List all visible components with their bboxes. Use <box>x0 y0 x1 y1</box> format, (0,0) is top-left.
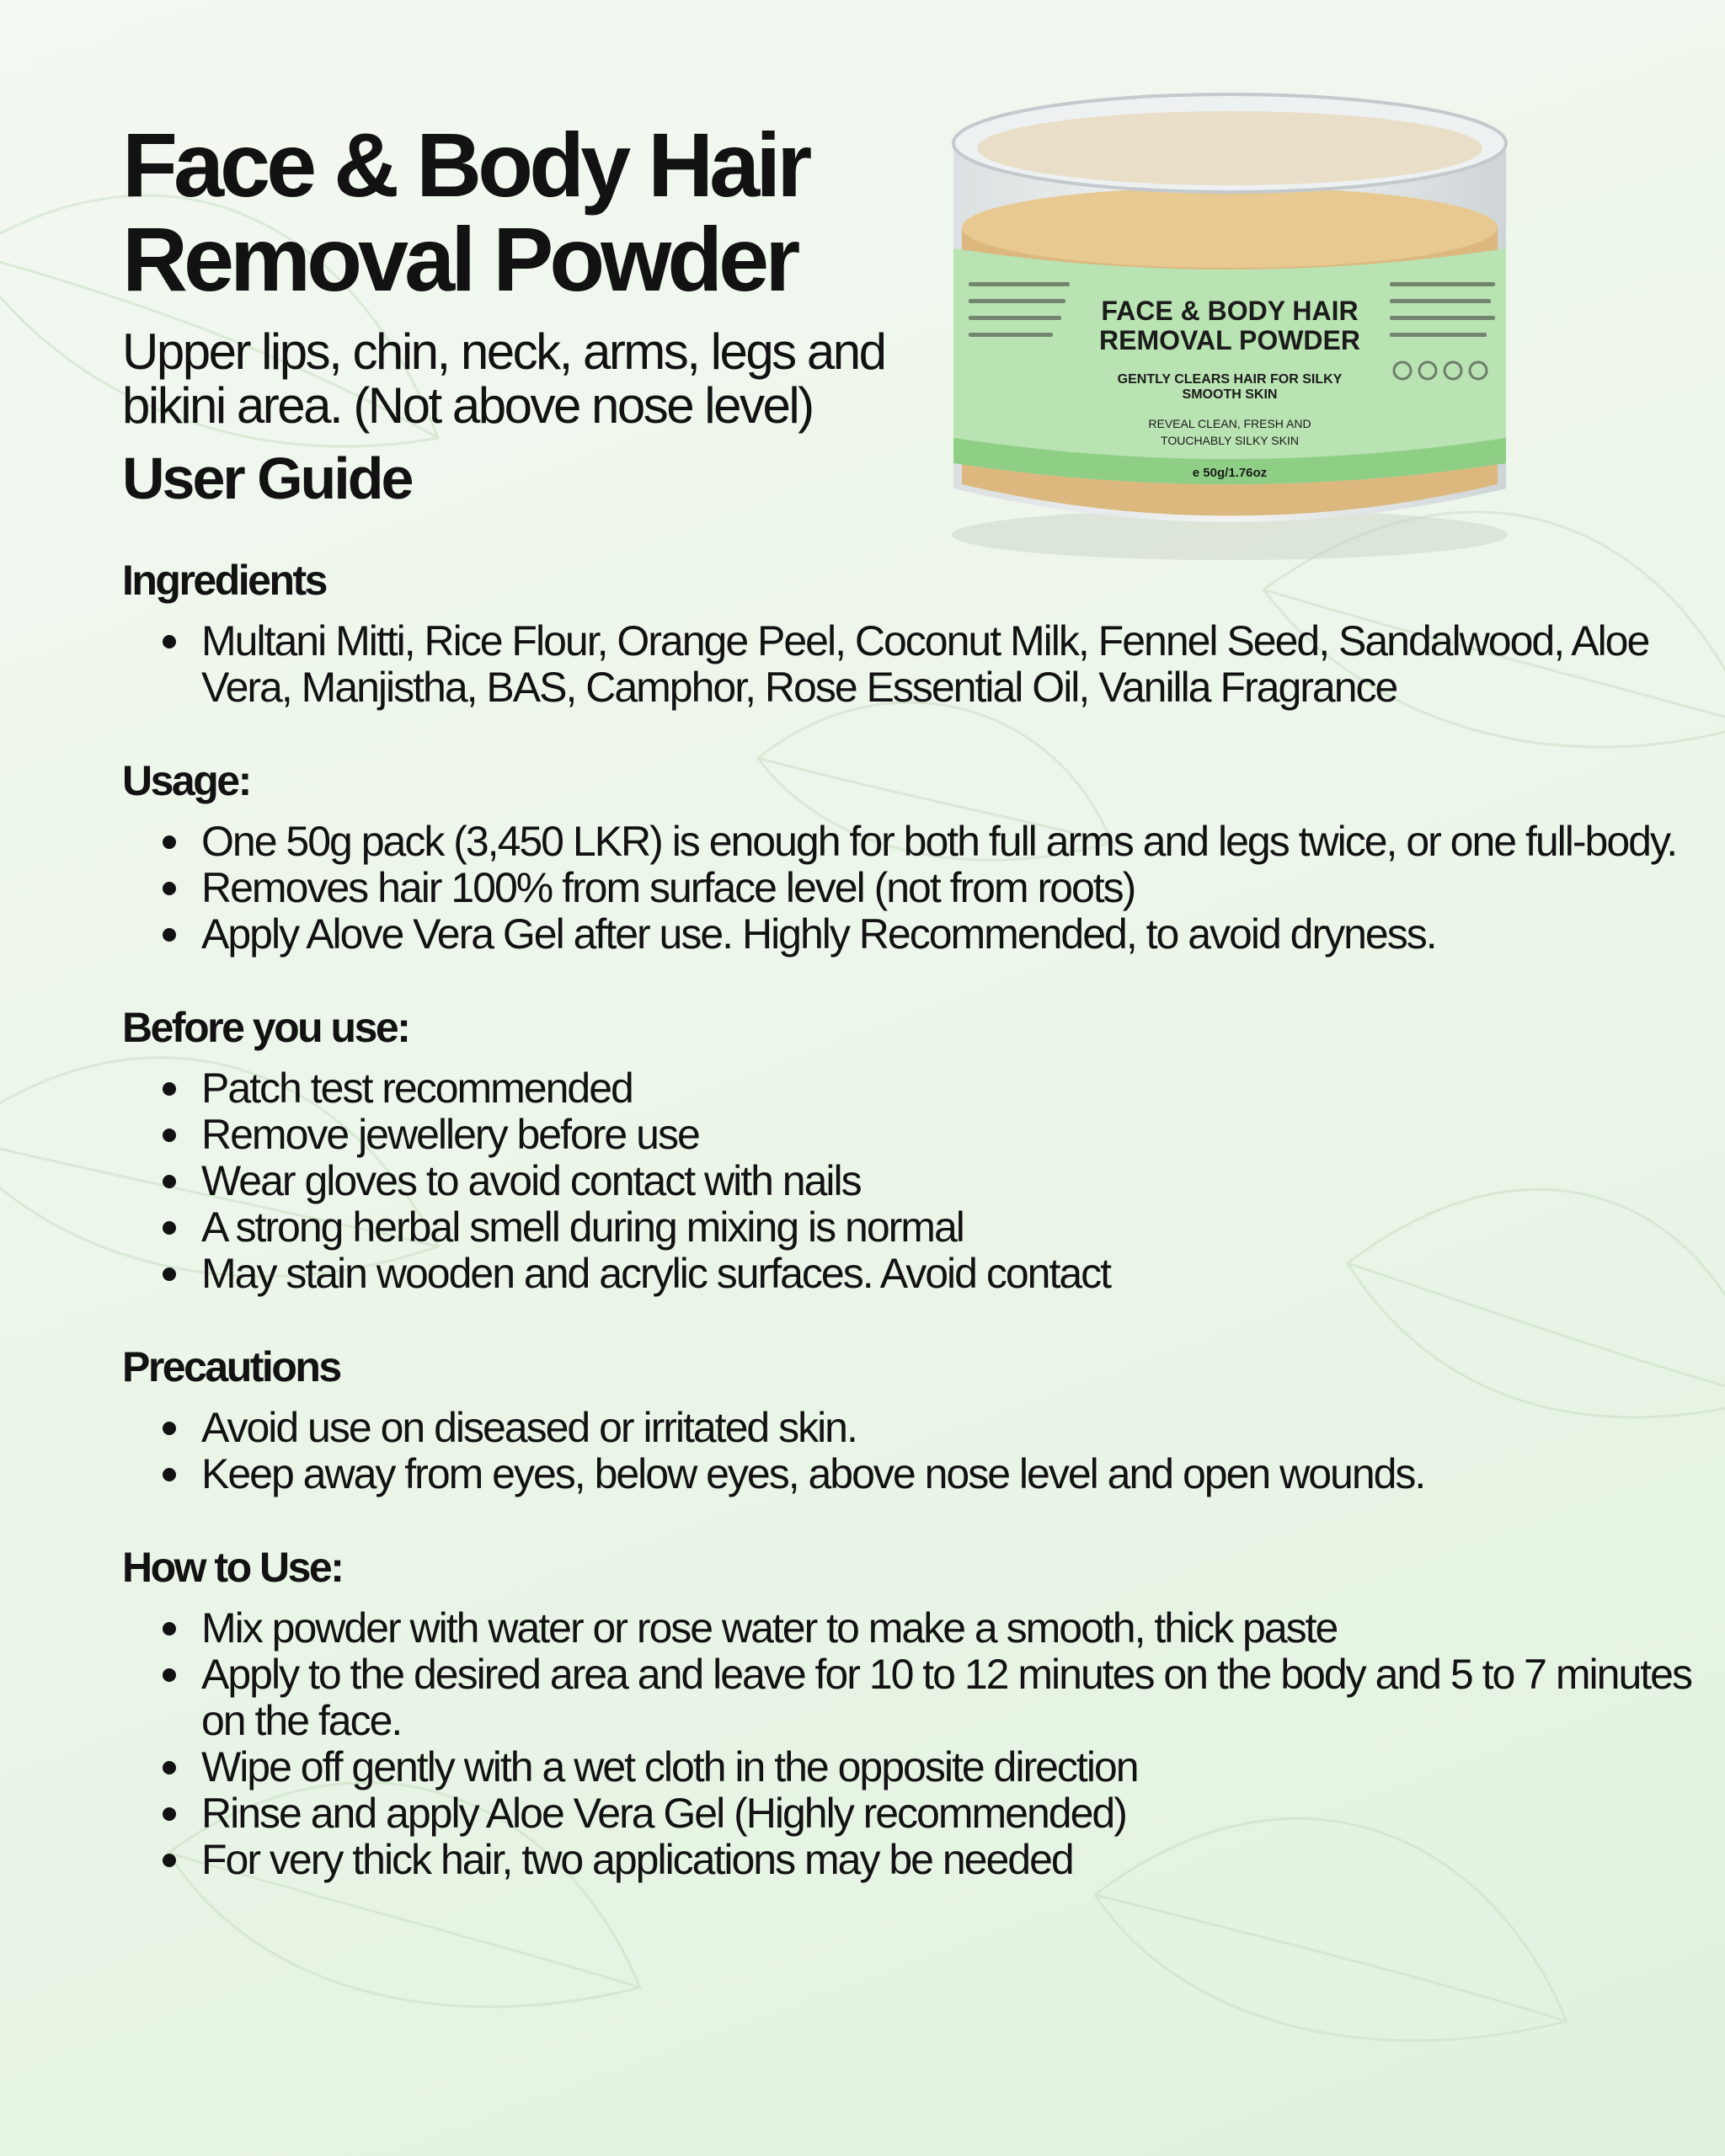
section-heading: Ingredients <box>122 557 326 604</box>
list-item: Wear gloves to avoid contact with nails <box>163 1158 1701 1204</box>
section-ingredients <box>122 554 1672 711</box>
list-item: Mix powder with water or rose water to make a smooth, thick paste <box>163 1605 1701 1652</box>
list-item: Rinse and apply Aloe Vera Gel (Highly recommended) <box>163 1790 1701 1837</box>
page-title <box>122 114 964 310</box>
bullet-list <box>122 618 1672 711</box>
bullet-list <box>122 818 1677 958</box>
section-how-to-use <box>122 1541 1691 1883</box>
section-heading: Before you use: <box>122 1004 409 1051</box>
section-heading: Usage: <box>122 757 250 804</box>
label-tagline-line2: SMOOTH SKIN <box>1182 387 1278 402</box>
list-item: Patch test recommended <box>163 1065 1701 1112</box>
label-claim-line2: TOUCHABLY SILKY SKIN <box>1161 434 1299 447</box>
section-heading: Precautions <box>122 1343 340 1390</box>
bullet-list <box>122 1065 1672 1297</box>
subtitle-line-2: bikini area. (Not above nose level) <box>122 377 813 434</box>
list-item: Apply Alove Vera Gel after use. Highly Recommended, to avoid dryness. <box>163 911 1701 958</box>
label-title-line2: REMOVAL POWDER <box>1099 325 1360 355</box>
label-weight: e 50g/1.76oz <box>1192 466 1268 480</box>
document-content <box>122 114 1691 1883</box>
user-guide-heading: User Guide <box>122 446 412 511</box>
label-tagline-line1: GENTLY CLEARS HAIR FOR SILKY <box>1117 372 1343 387</box>
title-line-1: Face & Body Hair <box>122 114 809 216</box>
list-item: Multani Mitti, Rice Flour, Orange Peel, Coconut Milk, Fennel Seed, Sandalwood, Aloe Vera, Manjistha, BAS, Camphor, Rose Essential Oil, Vanilla Fragrance <box>163 618 1701 711</box>
label-title-line1: FACE & BODY HAIR <box>1101 296 1359 326</box>
bullet-list <box>122 1405 1672 1497</box>
list-item: May stain wooden and acrylic surfaces. Avoid contact <box>163 1251 1701 1297</box>
list-item: A strong herbal smell during mixing is normal <box>163 1204 1701 1251</box>
list-item: For very thick hair, two applications may be needed <box>163 1837 1701 1883</box>
list-item: Removes hair 100% from surface level (not from roots) <box>163 865 1701 911</box>
list-item: Apply to the desired area and leave for 10 to 12 minutes on the body and 5 to 7 minutes on the face. <box>163 1652 1701 1744</box>
subtitle-line-1: Upper lips, chin, neck, arms, legs and <box>122 323 885 380</box>
list-item: One 50g pack (3,450 LKR) is enough for both full arms and legs twice, or one full-body. <box>163 819 1701 865</box>
section-usage <box>122 755 1677 958</box>
title-line-2: Removal Powder <box>122 208 797 310</box>
list-item: Keep away from eyes, below eyes, above nose level and open wounds. <box>163 1451 1701 1497</box>
section-before-you-use <box>122 1001 1672 1297</box>
list-item: Wipe off gently with a wet cloth in the opposite direction <box>163 1744 1701 1790</box>
list-item: Avoid use on diseased or irritated skin. <box>163 1405 1701 1451</box>
label-claim-line1: REVEAL CLEAN, FRESH AND <box>1148 417 1311 430</box>
list-item: Remove jewellery before use <box>163 1112 1701 1158</box>
page-subtitle <box>122 325 964 433</box>
section-heading: How to Use: <box>122 1544 343 1591</box>
section-precautions <box>122 1341 1672 1497</box>
bullet-list <box>122 1604 1691 1883</box>
